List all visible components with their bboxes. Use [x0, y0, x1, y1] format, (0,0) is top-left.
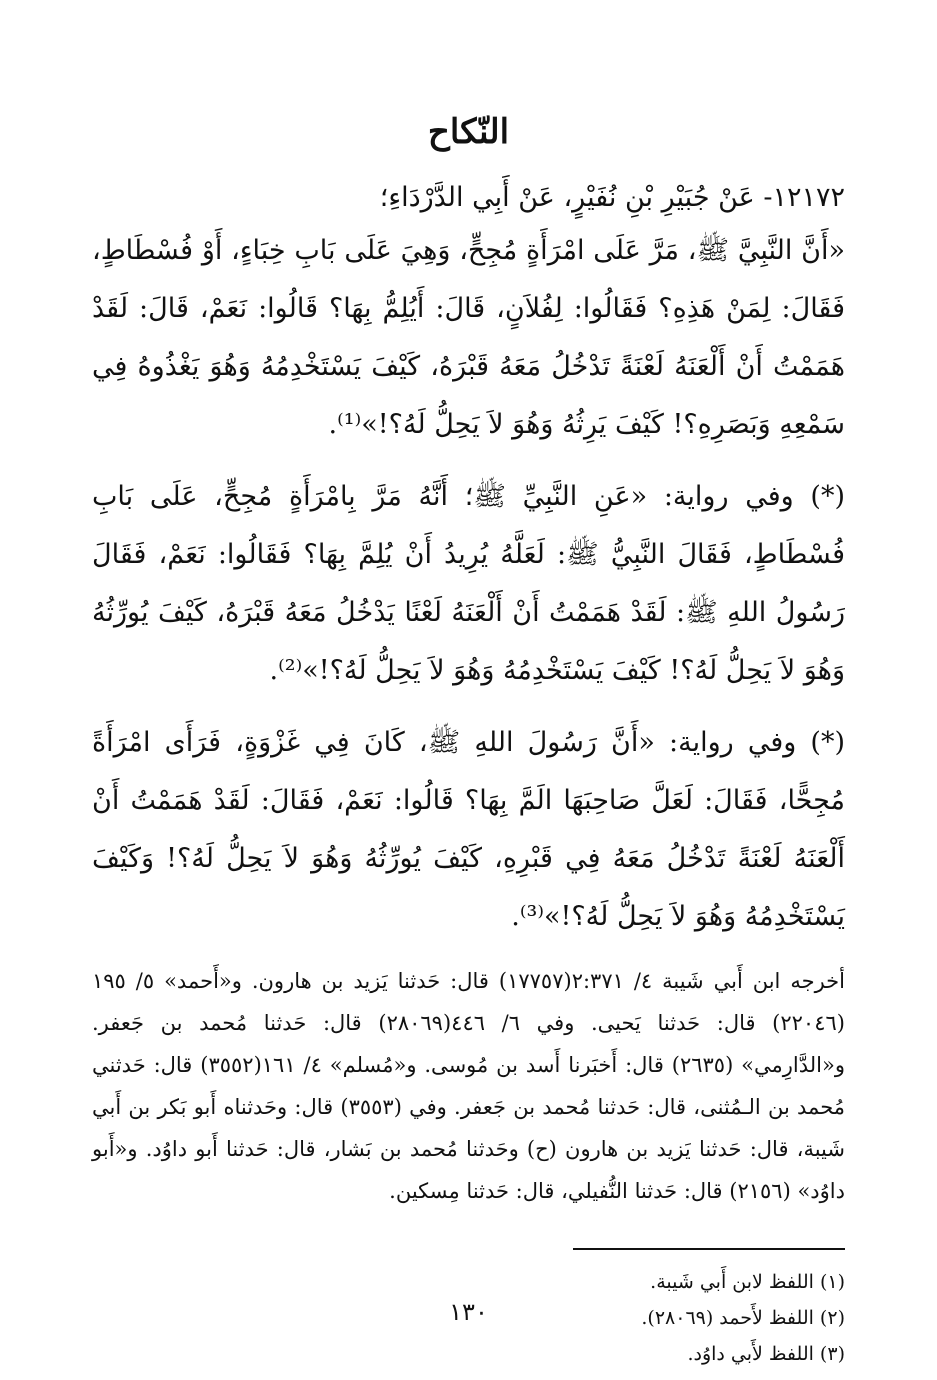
hadith-narration-2: (*) وفي رواية: «عَنِ النَّبِيِّ ﷺ؛ أَنَّهُ مَرَّ بِامْرَأَةٍ مُجِحٍّ، عَلَى بَابِ فُسْطَاطٍ، فَقَالَ النَّبِيُّ ﷺ: لَعَلَّهُ يُرِيدُ أَنْ يُلِمَّ بِهَا؟ فَقَالُوا: نَعَمْ، فَقَالَ رَسُولُ اللهِ ﷺ: لَقَدْ هَمَمْتُ أَنْ أَلْعَنَهُ لَعْنًا يَدْخُلُ مَعَهُ قَبْرَهُ، كَيْفَ يُورِّثُهُ وَهُوَ لاَ يَحِلُّ لَهُ؟! كَيْفَ يَسْتَخْدِمُهُ وَهُوَ لاَ يَحِلُّ لَهُ؟!»⁽²⁾. [92, 481, 845, 686]
footnote-3: (٣) اللفظ لأَبي داوُد. [687, 1343, 845, 1365]
hadith-main-text: «أَنَّ النَّبِيَّ ﷺ، مَرَّ عَلَى امْرَأَةٍ مُجِحٍّ، وَهِيَ عَلَى بَابِ خِبَاءٍ، أَوْ فُسْطَاطٍ، فَقَالَ: لِمَنْ هَذِهِ؟ فَقَالُوا: لِفُلاَنٍ، قَالَ: أَيُلِمُّ بِهَا؟ قَالُوا: نَعَمْ، قَالَ: لَقَدْ هَمَمْتُ أَنْ أَلْعَنَهُ لَعْنَةً تَدْخُلُ مَعَهُ قَبْرَهُ، كَيْفَ يَسْتَخْدِمُهُ وَهُوَ يَغْذُوهُ فِي سَمْعِهِ وَبَصَرِهِ؟! كَيْفَ يَرِثُهُ وَهُوَ لاَ يَحِلُّ لَهُ؟!»⁽¹⁾. [92, 235, 845, 440]
footnote-divider [573, 1248, 845, 1250]
chapter-title: النّكاح [427, 112, 510, 152]
hadith-number-line: ١٢١٧٢- عَنْ جُبَيْرِ بْنِ نُفَيْرٍ، عَنْ أَبِي الدَّرْدَاءِ؛ [379, 182, 845, 213]
page-number: ١٣٠ [449, 1298, 488, 1326]
hadith-sources: أخرجه ابن أَبي شَيبة ٤/ ٢:٣٧١(١٧٧٥٧) قال: حَدثنا يَزيد بن هارون. و«أَحمد» ٥/ ١٩٥ (٢٢٠٤٦) قال: حَدثنا يَحيى. وفي ٦/ ٤٤٦(٢٨٠٦٩) قال: حَدثنا مُحمد بن جَعفر. و«الدَّارِمي» (٢٦٣٥) قال: أَخبَرنا أَسد بن مُوسى. و«مُسلم» ٤/ ١٦١(٣٥٥٢) قال: حَدثني مُحمد بن الـمُثنى، قال: حَدثنا مُحمد بن جَعفر. وفي (٣٥٥٣) قال: وحَدثناه أَبو بَكر بن أَبي شَيبة، قال: حَدثنا يَزيد بن هارون (ح) وحَدثنا مُحمد بن بَشار، قال: حَدثنا أَبو داوُد. و«أَبو داوُد» (٢١٥٦) قال: حَدثنا النُّفيلي، قال: حَدثنا مِسكين. [92, 969, 846, 1203]
footnote-2: (٢) اللفظ لأَحمد (٢٨٠٦٩). [641, 1307, 845, 1329]
page-content [92, 108, 845, 1372]
footnote-1: (١) اللفظ لابن أَبي شَيبة. [650, 1271, 845, 1293]
hadith-narration-3: (*) وفي رواية: «أَنَّ رَسُولَ اللهِ ﷺ، كَانَ فِي غَزْوَةٍ، فَرَأَى امْرَأَةً مُجِحًّا، فَقَالَ: لَعَلَّ صَاحِبَهَا الَمَّ بِهَا؟ قَالُوا: نَعَمْ، فَقَالَ: لَقَدْ هَمَمْتُ أَنْ أَلْعَنَهُ لَعْنَةً تَدْخُلُ مَعَهُ فِي قَبْرِهِ، كَيْفَ يُورِّثُهُ وَهُوَ لاَ يَحِلُّ لَهُ؟! وَكَيْفَ يَسْتَخْدِمُهُ وَهُوَ لاَ يَحِلُّ لَهُ؟!»⁽³⁾. [92, 727, 845, 932]
